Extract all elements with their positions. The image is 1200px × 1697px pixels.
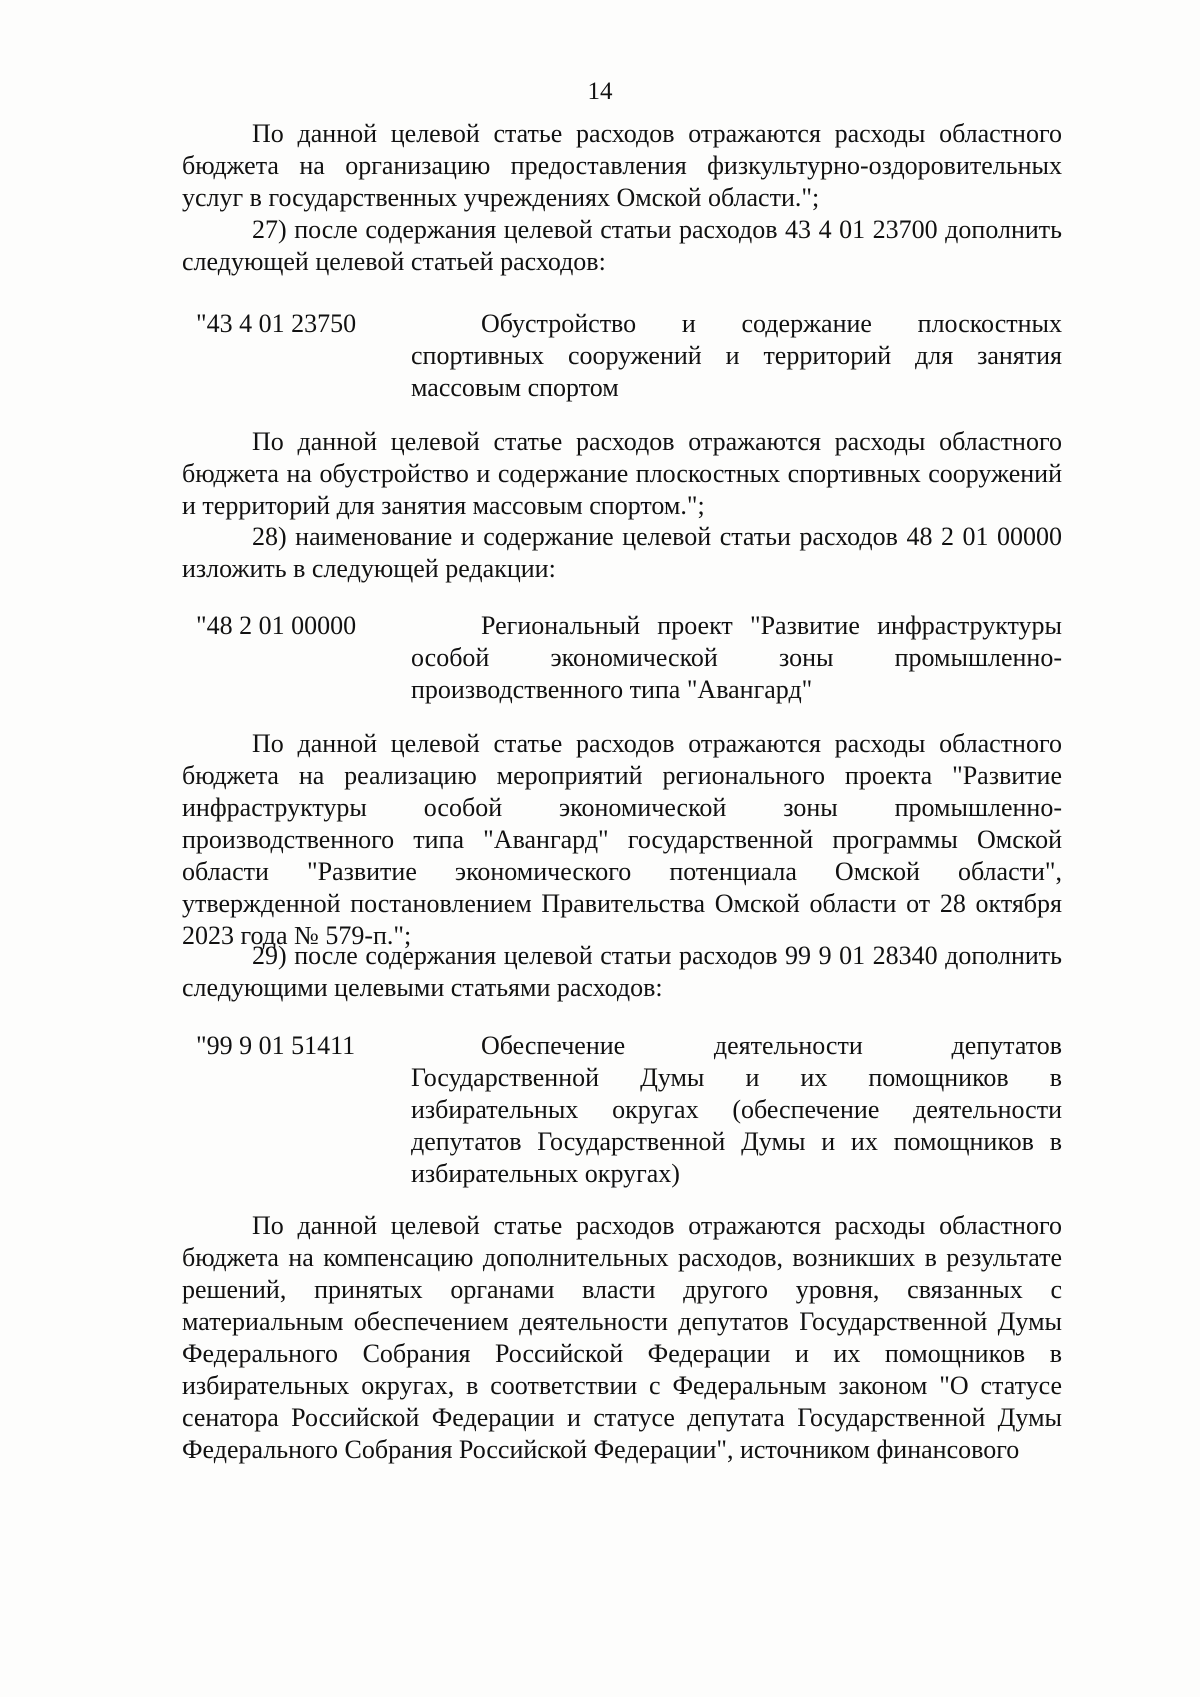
paragraph-4 — [182, 521, 1062, 585]
code-entry-48201000000 — [196, 610, 1062, 710]
entry-description: Обустройство и содержание плоскостных спортивных сооружений и территорий для занятия массовым спортом — [411, 309, 1062, 402]
entry-description: Обеспечение деятельности депутатов Государственной Думы и их помощников в избирательных округах (обеспечение деятельности депутатов Государственной Думы и их помощников в избирательных округах) — [411, 1031, 1062, 1188]
paragraph-1 — [182, 118, 1062, 214]
entry-description: Региональный проект "Развитие инфраструктуры особой экономической зоны промышленно-производственного типа "Авангард" — [411, 611, 1062, 704]
paragraph-3-text: По данной целевой статье расходов отражаются расходы областного бюджета на обустройство и содержание плоскостных спортивных сооружений и территорий для занятия массовым спортом."; — [182, 427, 1062, 520]
paragraph-5-text: По данной целевой статье расходов отражаются расходы областного бюджета на реализацию мероприятий регионального проекта "Развитие инфраструктуры особой экономической зоны промышленно-производственного типа "Авангард" государственной программы Омской области "Развитие экономического потенциала Омской области", утвержденной постановлением Правительства Омской области от 28 октября 2023 года № 579-п."; — [182, 729, 1062, 950]
entry-code: "43 4 01 23750 — [196, 309, 357, 338]
page-number: 14 — [587, 78, 613, 105]
code-entry-43401237500 — [196, 308, 1062, 408]
paragraph-6 — [182, 940, 1062, 1004]
entry-code: "99 9 01 51411 — [196, 1031, 356, 1060]
paragraph-2-text: 27) после содержания целевой статьи расходов 43 4 01 23700 дополнить следующей целевой статьей расходов: — [182, 215, 1062, 276]
paragraph-7 — [182, 1210, 1062, 1466]
paragraph-3 — [182, 426, 1062, 522]
paragraph-6-text: 29) после содержания целевой статьи расходов 99 9 01 28340 дополнить следующими целевыми статьями расходов: — [182, 941, 1062, 1002]
code-entry-99901514110 — [196, 1030, 1062, 1190]
paragraph-4-text: 28) наименование и содержание целевой статьи расходов 48 2 01 00000 изложить в следующей редакции: — [182, 522, 1062, 583]
paragraph-7-text: По данной целевой статье расходов отражаются расходы областного бюджета на компенсацию дополнительных расходов, возникших в результате решений, принятых органами власти другого уровня, связанных с материальным обеспечением деятельности депутатов Государственной Думы Федерального Собрания Российской Федерации и их помощников в избирательных округах, в соответствии с Федеральным законом "О статусе сенатора Российской Федерации и статусе депутата Государственной Думы Федерального Собрания Российской Федерации", источником финансового — [182, 1211, 1062, 1464]
entry-code: "48 2 01 00000 — [196, 611, 357, 640]
paragraph-2 — [182, 214, 1062, 278]
paragraph-5 — [182, 728, 1062, 952]
paragraph-1-text: По данной целевой статье расходов отражаются расходы областного бюджета на организацию предоставления физкультурно-оздоровительных услуг в государственных учреждениях Омской области."; — [182, 119, 1062, 212]
